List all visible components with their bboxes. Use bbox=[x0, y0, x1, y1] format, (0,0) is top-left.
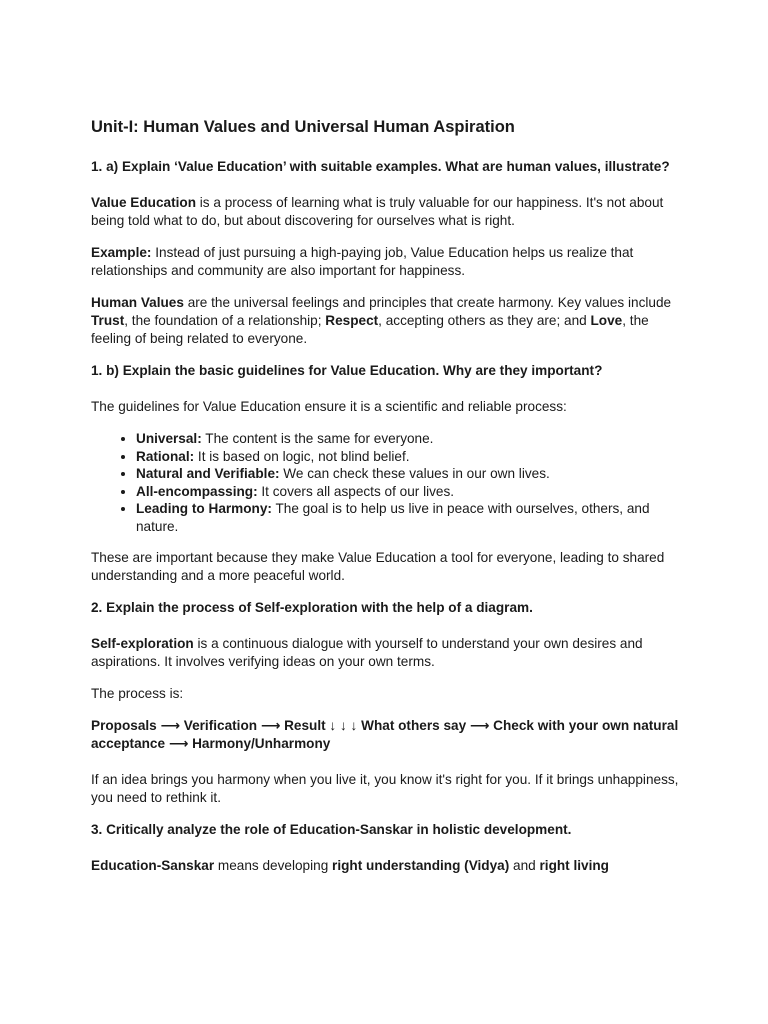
term-education-sanskar: Education-Sanskar bbox=[91, 858, 215, 873]
guidelines-conclusion: These are important because they make Value Education a tool for everyone, leading to shared understanding and a more peaceful world. bbox=[91, 550, 665, 583]
education-sanskar-paragraph bbox=[91, 857, 680, 875]
question-3-heading: 3. Critically analyze the role of Education-Sanskar in holistic development. bbox=[91, 822, 572, 837]
guideline-term: Universal: bbox=[136, 431, 202, 446]
question-1b-heading: 1. b) Explain the basic guidelines for Value Education. Why are they important? bbox=[91, 363, 603, 378]
guidelines-intro: The guidelines for Value Education ensure it is a scientific and reliable process: bbox=[91, 399, 567, 414]
human-values-text-4: , the feeling of being related to everyone. bbox=[91, 313, 649, 346]
value-education-definition bbox=[91, 194, 680, 230]
list-item bbox=[136, 500, 680, 535]
human-values-text-2: , the foundation of a relationship; bbox=[124, 313, 326, 328]
self-exploration-text: is a continuous dialogue with yourself to understand your own desires and aspirations. It involves verifying ideas on your own terms. bbox=[91, 636, 643, 669]
example-paragraph bbox=[91, 244, 680, 280]
education-sanskar-text-1: means developing bbox=[214, 858, 333, 873]
term-trust: Trust bbox=[91, 313, 125, 328]
term-example: Example: bbox=[91, 245, 152, 260]
term-respect: Respect bbox=[325, 313, 379, 328]
term-value-education: Value Education bbox=[91, 195, 196, 210]
education-sanskar-text-2: and bbox=[509, 858, 540, 873]
process-intro: The process is: bbox=[91, 686, 184, 701]
term-right-understanding: right understanding (Vidya) bbox=[332, 858, 510, 873]
guideline-text: The goal is to help us live in peace with ourselves, others, and nature. bbox=[136, 501, 650, 534]
guidelines-list bbox=[91, 430, 680, 535]
guideline-text: It is based on logic, not blind belief. bbox=[194, 448, 410, 464]
human-values-text-3: , accepting others as they are; and bbox=[378, 313, 591, 328]
question-1a-heading: 1. a) Explain ‘Value Education’ with suitable examples. What are human values, illustrate? bbox=[91, 159, 670, 174]
list-item bbox=[136, 483, 680, 501]
guideline-term: Leading to Harmony: bbox=[136, 501, 272, 516]
guideline-text: We can check these values in our own lives. bbox=[279, 466, 550, 481]
guideline-term: Rational: bbox=[136, 448, 195, 464]
document-title: Unit-I: Human Values and Universal Human Aspiration bbox=[91, 118, 515, 136]
guideline-term: Natural and Verifiable: bbox=[136, 466, 280, 481]
list-item bbox=[136, 430, 680, 448]
question-2-heading: 2. Explain the process of Self-exploration with the help of a diagram. bbox=[91, 600, 533, 615]
list-item bbox=[136, 448, 680, 466]
process-flow: Proposals ⟶ Verification ⟶ Result ↓ ↓ ↓ What others say ⟶ Check with your own natural acceptance ⟶ Harmony/Unharmony bbox=[91, 718, 679, 751]
guideline-text: It covers all aspects of our lives. bbox=[257, 483, 455, 499]
value-education-text: is a process of learning what is truly valuable for our happiness. It's not about being told what to do, but about discovering for ourselves what is right. bbox=[91, 195, 664, 228]
guideline-text: The content is the same for everyone. bbox=[201, 431, 434, 446]
term-self-exploration: Self-exploration bbox=[91, 636, 194, 651]
self-exploration-definition bbox=[91, 635, 680, 671]
example-text: Instead of just pursuing a high-paying job, Value Education helps us realize that relationships and community are also important for happiness. bbox=[91, 245, 634, 278]
human-values-text-1: are the universal feelings and principles that create harmony. Key values include bbox=[183, 295, 672, 310]
process-explanation: If an idea brings you harmony when you live it, you know it's right for you. If it brings unhappiness, you need to rethink it. bbox=[91, 772, 679, 805]
list-item bbox=[136, 465, 680, 483]
term-right-living: right living bbox=[539, 858, 609, 873]
human-values-paragraph bbox=[91, 294, 680, 348]
term-love: Love bbox=[590, 313, 623, 328]
term-human-values: Human Values bbox=[91, 295, 184, 310]
guideline-term: All-encompassing: bbox=[136, 483, 258, 499]
